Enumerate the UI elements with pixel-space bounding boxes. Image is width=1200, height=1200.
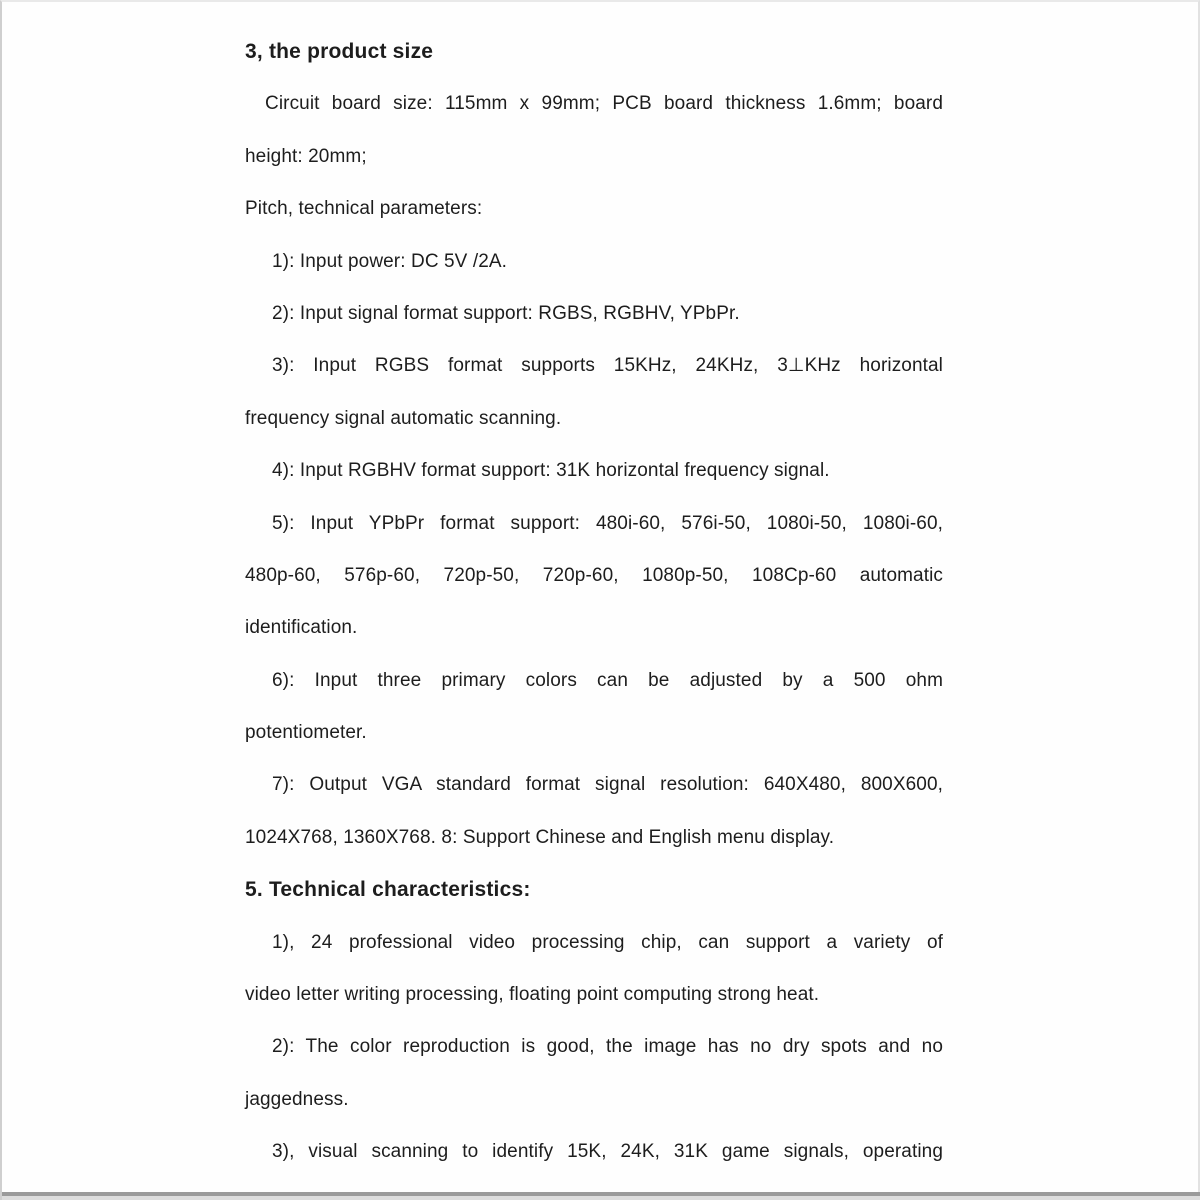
doc-line: 2): The color reproduction is good, the image has no dry spots and no (272, 1036, 943, 1058)
doc-line: 3), visual scanning to identify 15K, 24K, 31K game signals, operating (272, 1141, 943, 1163)
section-heading-product-size: 3, the product size (245, 40, 434, 63)
doc-line: 1), 24 professional video processing chip, can support a variety of (272, 931, 943, 953)
doc-line: frequency signal automatic scanning. (245, 407, 562, 429)
doc-line: 2): Input signal format support: RGBS, RGBHV, YPbPr. (272, 302, 740, 324)
doc-line: 5): Input YPbPr format support: 480i-60, 576i-50, 1080i-50, 1080i-60, (272, 512, 943, 534)
page-bottom-edge-light (2, 1196, 1200, 1200)
doc-line: Circuit board size: 115mm x 99mm; PCB board thickness 1.6mm; board (265, 93, 943, 115)
doc-line: video letter writing processing, floating point computing strong heat. (245, 984, 820, 1006)
document-text-column (245, 26, 943, 1179)
doc-line: potentiometer. (245, 722, 367, 744)
section-heading-technical-characteristics: 5. Technical characteristics: (245, 878, 531, 902)
doc-line: 1): Input power: DC 5V /2A. (272, 250, 508, 272)
doc-line: 480p-60, 576p-60, 720p-50, 720p-60, 1080p-50, 108Cp-60 automatic (245, 564, 943, 586)
doc-line: Pitch, technical parameters: (245, 198, 483, 220)
doc-line: 7): Output VGA standard format signal resolution: 640X480, 800X600, (272, 774, 943, 796)
doc-line: 1024X768, 1360X768. 8: Support Chinese and English menu display. (245, 826, 835, 848)
doc-line: 3): Input RGBS format supports 15KHz, 24KHz, 3⊥KHz horizontal (272, 355, 943, 377)
doc-line: 6): Input three primary colors can be adjusted by a 500 ohm (272, 669, 943, 691)
doc-line: height: 20mm; (245, 145, 367, 167)
doc-line: identification. (245, 617, 358, 639)
doc-line: jaggedness. (245, 1088, 349, 1110)
doc-line: 4): Input RGBHV format support: 31K horizontal frequency signal. (272, 460, 830, 482)
